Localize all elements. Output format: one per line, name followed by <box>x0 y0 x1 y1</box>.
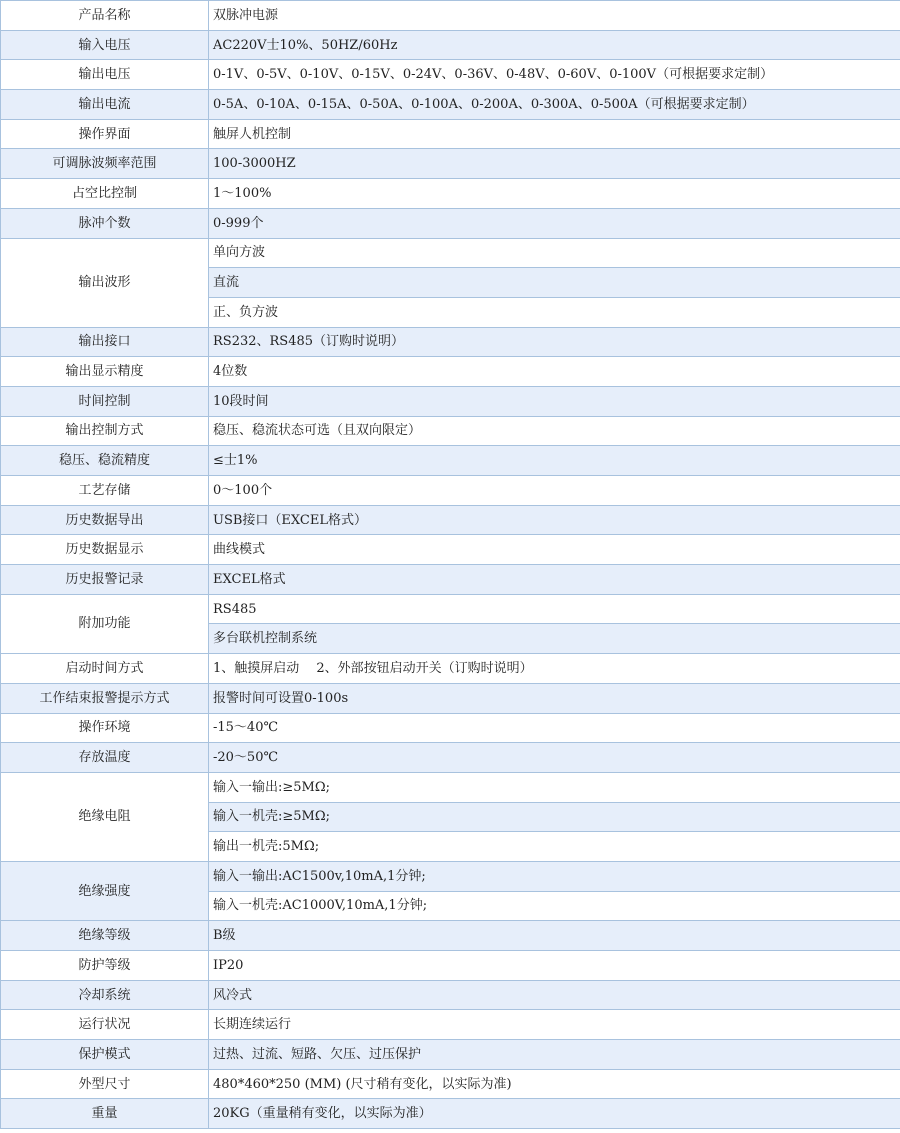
spec-value: 4位数 <box>209 357 900 387</box>
spec-label: 历史数据显示 <box>1 535 209 565</box>
spec-label: 输出电流 <box>1 90 209 120</box>
spec-label: 稳压、稳流精度 <box>1 446 209 476</box>
spec-row <box>1 30 900 60</box>
spec-value: 单向方波 <box>209 238 900 268</box>
spec-value: 报警时间可设置0-100s <box>209 683 900 713</box>
spec-value: 输入一机壳:≥5MΩ; <box>209 802 900 832</box>
spec-label: 保护模式 <box>1 1040 209 1070</box>
spec-row <box>1 1099 900 1129</box>
spec-label: 存放温度 <box>1 743 209 773</box>
spec-value: 输入一输出:≥5MΩ; <box>209 772 900 802</box>
spec-row <box>1 980 900 1010</box>
spec-label: 操作界面 <box>1 119 209 149</box>
spec-value: USB接口（EXCEL格式） <box>209 505 900 535</box>
spec-value: 输出一机壳:5MΩ; <box>209 832 900 862</box>
spec-row <box>1 446 900 476</box>
spec-value: RS232、RS485（订购时说明） <box>209 327 900 357</box>
spec-label: 脉冲个数 <box>1 208 209 238</box>
spec-label: 占空比控制 <box>1 179 209 209</box>
spec-row <box>1 238 900 268</box>
spec-value: 1～100% <box>209 179 900 209</box>
spec-value: AC220V士10%、50HZ/60Hz <box>209 30 900 60</box>
spec-label: 输入电压 <box>1 30 209 60</box>
spec-row <box>1 386 900 416</box>
spec-label: 可调脉波频率范围 <box>1 149 209 179</box>
spec-label: 防护等级 <box>1 951 209 981</box>
spec-label: 输出显示精度 <box>1 357 209 387</box>
spec-label: 绝缘等级 <box>1 921 209 951</box>
spec-value: 长期连续运行 <box>209 1010 900 1040</box>
spec-row <box>1 208 900 238</box>
spec-label: 输出波形 <box>1 238 209 327</box>
spec-value: 触屏人机控制 <box>209 119 900 149</box>
spec-label: 工艺存储 <box>1 476 209 506</box>
spec-value: 1、触摸屏启动 2、外部按钮启动开关（订购时说明） <box>209 654 900 684</box>
spec-value: B级 <box>209 921 900 951</box>
spec-row <box>1 327 900 357</box>
spec-label: 产品名称 <box>1 1 209 31</box>
spec-row <box>1 594 900 624</box>
spec-row <box>1 505 900 535</box>
spec-row <box>1 149 900 179</box>
spec-row <box>1 476 900 506</box>
spec-value: 稳压、稳流状态可选（且双向限定） <box>209 416 900 446</box>
spec-row <box>1 683 900 713</box>
spec-row <box>1 179 900 209</box>
spec-row <box>1 1040 900 1070</box>
spec-row <box>1 1069 900 1099</box>
spec-value: RS485 <box>209 594 900 624</box>
spec-label: 运行状况 <box>1 1010 209 1040</box>
spec-row <box>1 772 900 802</box>
spec-row <box>1 951 900 981</box>
spec-label: 输出控制方式 <box>1 416 209 446</box>
spec-table-body <box>1 1 900 1129</box>
spec-row <box>1 1 900 31</box>
spec-label: 输出接口 <box>1 327 209 357</box>
spec-label: 工作结束报警提示方式 <box>1 683 209 713</box>
spec-value: 双脉冲电源 <box>209 1 900 31</box>
spec-row <box>1 90 900 120</box>
spec-row <box>1 357 900 387</box>
spec-value: 曲线模式 <box>209 535 900 565</box>
spec-label: 启动时间方式 <box>1 654 209 684</box>
spec-value: 10段时间 <box>209 386 900 416</box>
spec-value: 0-999个 <box>209 208 900 238</box>
spec-row <box>1 654 900 684</box>
spec-value: 多台联机控制系统 <box>209 624 900 654</box>
spec-value: 20KG（重量稍有变化，以实际为准） <box>209 1099 900 1129</box>
spec-label: 外型尺寸 <box>1 1069 209 1099</box>
spec-label: 重量 <box>1 1099 209 1129</box>
spec-value: 风冷式 <box>209 980 900 1010</box>
spec-value: 过热、过流、短路、欠压、过压保护 <box>209 1040 900 1070</box>
spec-label: 绝缘电阻 <box>1 772 209 861</box>
spec-label: 历史数据导出 <box>1 505 209 535</box>
spec-label: 绝缘强度 <box>1 861 209 920</box>
spec-row <box>1 416 900 446</box>
spec-value: 输入一机壳:AC1000V,10mA,1分钟; <box>209 891 900 921</box>
spec-row <box>1 713 900 743</box>
spec-value: 480*460*250 (MM) (尺寸稍有变化，以实际为准) <box>209 1069 900 1099</box>
spec-row <box>1 921 900 951</box>
spec-row <box>1 60 900 90</box>
spec-value: 正、负方波 <box>209 297 900 327</box>
spec-row <box>1 119 900 149</box>
spec-row <box>1 1010 900 1040</box>
spec-value: 0～100个 <box>209 476 900 506</box>
spec-row <box>1 861 900 891</box>
spec-value: IP20 <box>209 951 900 981</box>
spec-row <box>1 565 900 595</box>
spec-value: -20～50℃ <box>209 743 900 773</box>
spec-label: 时间控制 <box>1 386 209 416</box>
spec-label: 输出电压 <box>1 60 209 90</box>
spec-value: 输入一输出:AC1500v,10mA,1分钟; <box>209 861 900 891</box>
spec-label: 冷却系统 <box>1 980 209 1010</box>
spec-label: 操作环境 <box>1 713 209 743</box>
spec-value: -15～40℃ <box>209 713 900 743</box>
spec-row <box>1 535 900 565</box>
spec-label: 历史报警记录 <box>1 565 209 595</box>
spec-value: 直流 <box>209 268 900 298</box>
spec-value: 100-3000HZ <box>209 149 900 179</box>
spec-label: 附加功能 <box>1 594 209 653</box>
spec-value: ≤士1% <box>209 446 900 476</box>
spec-value: 0-5A、0-10A、0-15A、0-50A、0-100A、0-200A、0-300A、0-500A（可根据要求定制） <box>209 90 900 120</box>
spec-row <box>1 743 900 773</box>
spec-value: EXCEL格式 <box>209 565 900 595</box>
spec-value: 0-1V、0-5V、0-10V、0-15V、0-24V、0-36V、0-48V、0-60V、0-100V（可根据要求定制） <box>209 60 900 90</box>
